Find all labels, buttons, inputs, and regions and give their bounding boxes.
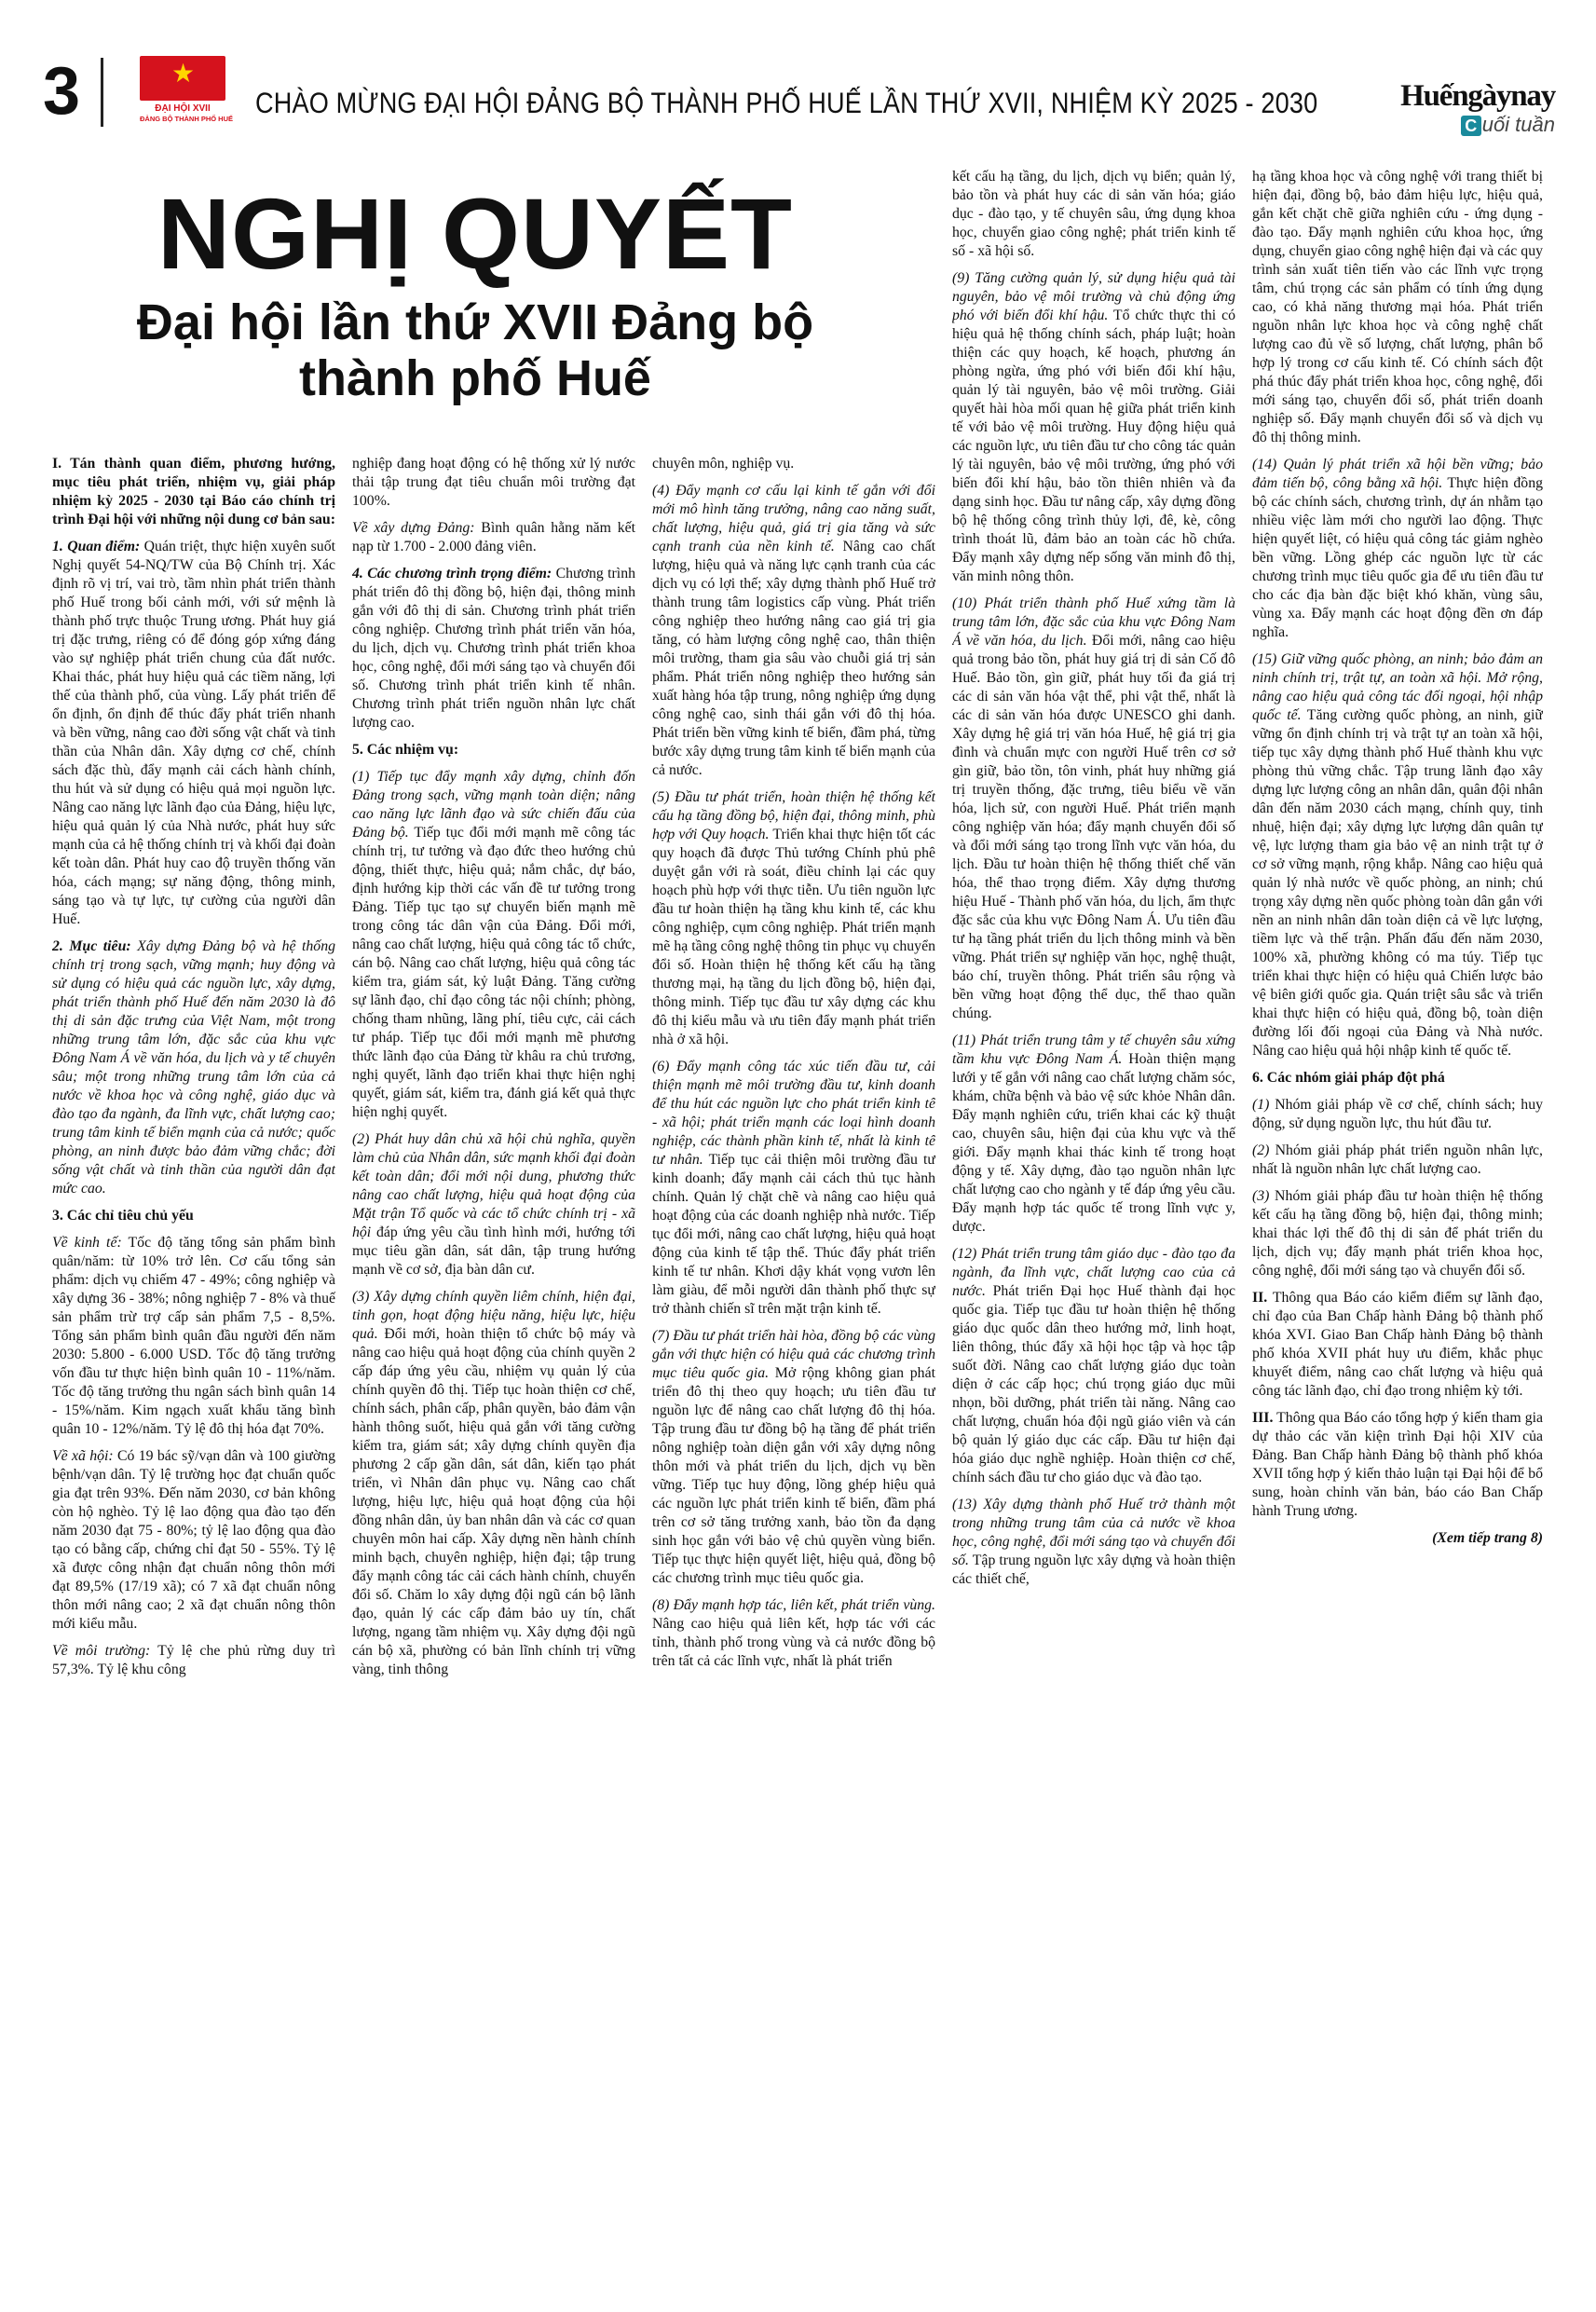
brand-sub-text: uối tuần [1481, 113, 1555, 136]
paragraph [52, 1447, 335, 1634]
section-number: III. [1252, 1410, 1274, 1426]
section-number: II. [1252, 1290, 1268, 1306]
inline-label: Về xã hội: [52, 1448, 114, 1464]
paragraph-text: Thực hiện đồng bộ các chính sách, chương trình, dự án nhằm tạo nhiều việc làm mới cho người lao động. Thực hiện quyết liệt, có hiệu quả công tác giảm nghèo bền vững. Lồng ghép các nguồn lực từ các chương trình mục tiêu quốc gia để ưu tiên đầu tư cho các địa bàn đặc biệt khó khăn, vùng sâu, vùng xa. Đẩy mạnh các hoạt động đền ơn đáp nghĩa. [1252, 475, 1543, 640]
paragraph-text: Xây dựng Đảng bộ và hệ thống chính trị trong sạch, vững mạnh; huy động và sử dụng có hiệu quả các nguồn lực, xây dựng, phát triển thành phố Huế đến năm 2030 là đô thị di sản đặc trưng của Việt Nam, một trong những trung tâm lớn, đặc sắc của khu vực Đông Nam Á về văn hóa, du lịch và y tế chuyên sâu; một trong những trung tâm lớn của cả nước về khoa học và công nghệ, giáo dục và đào tạo đa ngành, đa lĩnh vực, chất lượng cao; trung tâm kinh tế biển mạnh của cả nước; quốc phòng, an ninh được bảo đảm vững chắc; đời sống vật chất và tinh thần của người dân đạt mức cao. [52, 938, 335, 1197]
item-heading: (5) Đầu tư phát triển, hoàn thiện hệ thống kết cấu hạ tầng đồng bộ, hiện đại, thông minh, phù hợp với Quy hoạch. [652, 789, 935, 842]
paragraph-text: Nhóm giải pháp đầu tư hoàn thiện hệ thống kết cấu hạ tầng đồng bộ, hiện đại, thông minh; khai thác lợi thế đô thị di sản để phát triển du lịch, dịch vụ; đẩy mạnh phát triển khoa học, công nghệ, đổi mới sáng tạo và chuyển đổi số. [1252, 1188, 1543, 1279]
subheading: 5. Các nhiệm vụ: [352, 742, 459, 758]
inline-label: Về kinh tế: [52, 1235, 122, 1251]
item-heading: (14) Quản lý phát triển xã hội bền vững; bảo đảm tiến bộ, công bằng xã hội. [1252, 457, 1543, 491]
paragraph-text: Tốc độ tăng tổng sản phẩm bình quân/năm: từ 10% trở lên. Cơ cấu tổng sản phẩm: dịch vụ chiếm 47 - 49%; công nghiệp và xây dựng 36 - 38%; nông nghiệp 7 - 8% và thuế sản phẩm trừ trợ cấp sản phẩm 7,5 - 8,5%. Tổng sản phẩm bình quân đầu người đến năm 2030: 5.800 - 6.000 USD. Tốc độ tăng trưởng vốn đầu tư thực hiện bình quân 10 - 11%/năm. Tốc độ tăng trưởng thu ngân sách bình quân 14 - 15%/năm. Kim ngạch xuất khẩu tăng bình quân 10 - 12%/năm. Tỷ lệ đô thị hóa đạt 70%. [52, 1235, 335, 1437]
item-heading: (15) Giữ vững quốc phòng, an ninh; bảo đảm an ninh chính trị, trật tự, an toàn xã hội. Mở rộng, nâng cao hiệu quả công tác đối ngoại, hội nhập quốc tế. [1252, 651, 1543, 723]
paragraph-text: Tăng cường quốc phòng, an ninh, giữ vững ổn định chính trị và trật tự an toàn xã hội, tiếp tục xây dựng thành phố Huế thành khu vực phòng thủ vững chắc. Tập trung lãnh đạo xây dựng lực lượng công an nhân dân, quân đội nhân dân đến năm 2030 cách mạng, chính quy, tinh nhuệ, hiện đại; xây dựng lực lượng dân quân tự vệ, lực lượng tham gia bảo vệ an ninh trật tự ở cơ sở vững mạnh, rộng khắp. Nâng cao hiệu quả quản lý nhà nước về quốc phòng, an ninh; chú trọng xây dựng nền quốc phòng toàn dân gắn với nền an ninh nhân dân toàn diện cả về lực lượng, tiềm lực và thế trận. Phấn đấu đến năm 2030, 100% xã, phường không có ma túy. Tiếp tục triển khai thực hiện có hiệu quả Chiến lược bảo vệ biên giới quốc gia. Quán triệt sâu sắc và triển khai thực hiện có hiệu quả, đồng bộ, toàn diện đường lối đối ngoại của Đảng và Nhà nước. Nâng cao hiệu quả hội nhập kinh tế quốc tế. [1252, 707, 1543, 1059]
brand-name: Huếngàynay [1400, 79, 1555, 113]
paragraph [1252, 456, 1543, 642]
item-heading: (6) Đẩy mạnh công tác xúc tiến đầu tư, cải thiện mạnh mẽ môi trường đầu tư, kinh doanh để thu hút các nguồn lực cho phát triển kinh tế - xã hội; phát triển mạnh các loại hình doanh nghiệp, các thành phần kinh tế, nhất là kinh tế tư nhân. [652, 1059, 935, 1168]
section-i: I. Tán thành quan điểm, phương hướng, mục tiêu phát triển, nhiệm vụ, giải pháp nhiệm kỳ 2025 - 2030 tại Báo cáo chính trị trình Đại hội với những nội dung cơ bản sau: [52, 456, 335, 527]
item-heading: (11) Phát triển trung tâm y tế chuyên sâu xứng tầm khu vực Đông Nam Á. [952, 1033, 1235, 1067]
article-title: NGHỊ QUYẾT [157, 177, 794, 290]
paragraph [652, 788, 935, 1049]
item-heading: (3) Xây dựng chính quyền liêm chính, hiện đại, tinh gọn, hoạt động hiệu năng, hiệu lực, hiệu quả. [352, 1289, 635, 1342]
paragraph-text: Tiếp tục đổi mới mạnh mẽ công tác chính trị, tư tưởng và đạo đức theo hướng chủ động, thiết thực, hiệu quả; nắm chắc, dự báo, định hướng kịp thời các vấn đề tư tưởng trong Đảng. Tiếp tục tạo sự chuyển biến mạnh mẽ trong công tác dân vận của Đảng. Đổi mới, nâng cao chất lượng, hiệu quả công tác tổ chức, cán bộ. Nâng cao chất lượng, hiệu quả công tác kiểm tra, giám sát, kỷ luật Đảng. Tăng cường sự lãnh đạo, chỉ đạo công tác nội chính; phòng, chống tham nhũng, lãng phí, tiêu cực, cải cách tư pháp. Tiếp tục đổi mới mạnh mẽ phương thức lãnh đạo của Đảng từ khâu ra chủ trương, nghị quyết, lãnh đạo triển khai thực hiện nghị quyết, giám sát, kiểm tra, đánh giá kết quả thực hiện nghị quyết. [352, 825, 635, 1120]
paragraph-text: Nâng cao hiệu quả liên kết, hợp tác với các tỉnh, thành phố trong vùng và cả nước đồng bộ trên tất cả các lĩnh vực, nhất là phát triển [652, 1616, 935, 1669]
item-heading: (8) Đẩy mạnh hợp tác, liên kết, phát triển vùng. [652, 1597, 935, 1613]
page-header [43, 54, 1555, 161]
paragraph [352, 1130, 635, 1279]
paragraph [52, 937, 335, 1198]
item-heading: (1) Tiếp tục đẩy mạnh xây dựng, chỉnh đốn Đảng trong sạch, vững mạnh toàn diện; nâng cao năng lực lãnh đạo và sức chiến đấu của Đảng bộ. [352, 769, 635, 841]
paragraph [1252, 650, 1543, 1060]
header-banner: CHÀO MỪNG ĐẠI HỘI ĐẢNG BỘ THÀNH PHỐ HUẾ LẦN THỨ XVII, NHIỆM KỲ 2025 - 2030 [255, 86, 1318, 119]
paragraph: kết cấu hạ tầng, du lịch, dịch vụ biển; quản lý, bảo tồn và phát huy các di sản văn hóa; giáo dục - đào tạo, y tế chuyên sâu, ứng dụng khoa học, chuyển giao công nghệ; phát triển kinh tế số - xã hội số. [952, 169, 1235, 259]
paragraph [652, 482, 935, 780]
paragraph-text: Có 19 bác sỹ/vạn dân và 100 giường bệnh/vạn dân. Tỷ lệ trường học đạt chuẩn quốc gia đạt trên 93%. Đến năm 2030, cơ bản không còn hộ nghèo. Tỷ lệ lao động qua đào tạo đến năm 2030 đạt 75 - 80%; tỷ lệ lao động qua đào tạo có bằng cấp, chứng chỉ đạt 50 - 55%. Tỷ lệ xã được công nhận đạt chuẩn nông thôn mới đạt 89,5% (17/19 xã); có 7 xã đạt chuẩn nông thôn mới nâng cao; 2 xã đạt chuẩn nông thôn mới kiểu mẫu. [52, 1448, 335, 1632]
subheading: 3. Các chỉ tiêu chủ yếu [52, 1208, 194, 1224]
text-column-3 [652, 455, 935, 2281]
item-heading: (9) Tăng cường quản lý, sử dụng hiệu quả tài nguyên, bảo vệ môi trường và chủ động ứng phó với biến đổi khí hậu. [952, 270, 1235, 323]
paragraph [952, 269, 1235, 586]
paragraph-text: Tỷ lệ che phủ rừng duy trì 57,3%. Tỷ lệ khu công [52, 1643, 335, 1677]
inline-label: 1. Quan điểm: [52, 539, 141, 554]
party-flag-icon [140, 56, 225, 101]
paragraph [952, 1496, 1235, 1589]
article-subtitle: Đại hội lần thứ XVII Đảng bộ thành phố Huế [136, 294, 814, 406]
paragraph [652, 1058, 935, 1319]
paragraph-text: Hoàn thiện mạng lưới y tế gắn với nâng cao chất lượng chăm sóc, khám, chữa bệnh và bảo vệ sức khỏe Nhân dân. Đẩy mạnh nghiên cứu, triển khai các kỹ thuật cao, chuyên sâu, hiện đại của khu vực và thế giới. Đẩy mạnh khai thác kinh tế trong hoạt động y tế. Xây dựng, đào tạo nguồn nhân lực chất lượng cao cho ngành y tế đáp ứng yêu cầu. Đẩy mạnh hợp tác quốc tế trong lĩnh vực y, dược. [952, 1051, 1235, 1235]
inline-label: Về xây dựng Đảng: [352, 520, 475, 536]
item-heading: (13) Xây dựng thành phố Huế trở thành một trong những trung tâm của cả nước về khoa học, công nghệ, đổi mới sáng tạo và chuyển đổi số. [952, 1497, 1235, 1568]
paragraph: chuyên môn, nghiệp vụ. [652, 456, 795, 472]
paragraph-text: Thông qua Báo cáo kiểm điểm sự lãnh đạo, chỉ đạo của Ban Chấp hành Đảng bộ thành phố khóa XVI. Giao Ban Chấp hành Đảng bộ thành phố khóa XVII phát huy ưu điểm, khắc phục khuyết điểm, nâng cao chất lượng và hiệu quả công tác lãnh đạo, chỉ đạo trong nhiệm kỳ tới. [1252, 1290, 1543, 1399]
logo-line1: ĐẠI HỘI XVII [155, 103, 211, 114]
paragraph [52, 538, 335, 929]
paragraph [1252, 1409, 1543, 1521]
paragraph-text: Thông qua Báo cáo tổng hợp ý kiến tham gia dự thảo các văn kiện trình Đại hội XIV của Đảng. Ban Chấp hành Đảng bộ thành phố khóa XVII tổng hợp ý kiến thảo luận tại Đại hội để bổ sung, hoàn chỉnh văn bản, báo cáo Ban Chấp hành Trung ương. [1252, 1410, 1543, 1519]
paragraph [952, 595, 1235, 1023]
paragraph [352, 768, 635, 1122]
item-heading: (2) Phát huy dân chủ xã hội chủ nghĩa, quyền làm chủ của Nhân dân, sức mạnh khối đại đoàn kết toàn dân; đổi mới nội dung, phương thức nâng cao chất lượng, hiệu quả hoạt động của Mặt trận Tổ quốc và các tổ chức chính trị - xã hội [352, 1131, 635, 1240]
paragraph [952, 1032, 1235, 1237]
paragraph-text: Tiếp tục cải thiện môi trường đầu tư kinh doanh; đẩy mạnh cải cách thủ tục hành chính. Quản lý chặt chẽ và nâng cao hiệu quả hoạt động của các doanh nghiệp nhà nước. Tiếp tục đổi mới, nâng cao chất lượng, hiệu quả hoạt động của kinh tế tập thể. Thúc đẩy phát triển kinh tế tư nhân. Khơi dậy khát vọng vươn lên làm giàu, để mỗi người dân thành phố thực sự trở thành chiến sĩ trên mặt trận kinh tế. [652, 1152, 935, 1317]
paragraph-text: Tập trung nguồn lực xây dựng và hoàn thiện các thiết chế, [952, 1553, 1235, 1587]
paragraph: hạ tầng khoa học và công nghệ với trang thiết bị hiện đại, đồng bộ, bảo đảm hiệu lực, hiệu quả, gắn kết chặt chẽ giữa nghiên cứu - ứng dụng - đào tạo. Đẩy mạnh nghiên cứu khoa học, ứng dụng, chuyển giao công nghệ hiện đại và các quy trình sản xuất tiên tiến vào các lĩnh vực trọng tâm, chú trọng các sản phẩm có tính ứng dụng cao, có khả năng thương mại hóa. Phát triển nguồn nhân lực khoa học và công nghệ chất lượng cao đủ về số lượng, chất lượng, phân bổ hợp lý trong cơ cấu kinh tế. Có chính sách đột phá thúc đẩy phát triển khoa học, công nghệ, đổi mới sáng tạo, chuyển đổi số, phát triển doanh nghiệp số. Đẩy mạnh chuyển đổi số và dịch vụ đô thị thông minh. [1252, 169, 1543, 445]
item-number: (1) [1252, 1097, 1270, 1113]
paragraph [652, 1596, 935, 1671]
paragraph [52, 1234, 335, 1439]
paragraph-text: Quán triệt, thực hiện xuyên suốt Nghị quyết 54-NQ/TW của Bộ Chính trị. Xác định rõ vị trí, vai trò, tầm nhìn phát triển thành phố Huế trong bối cảnh mới, với sứ mệnh là thành phố trực thuộc Trung ương. Phát huy giá trị đặc trưng, riêng có để đóng góp xứng đáng vào sự nghiệp phát triển chung của đất nước. Khai thác, phát huy hiệu quả các tiềm năng, lợi thế của thành phố, của vùng. Lấy phát triển để ổn định, ổn định để thúc đẩy phát triển nhanh và bền vững, nâng cao đời sống vật chất và tinh thần của Nhân dân. Xây dựng cơ chế, chính sách đặc thù, đẩy mạnh cải cách hành chính, thu hút và sử dụng có hiệu quả mọi nguồn lực. Nâng cao năng lực lãnh đạo của Đảng, hiệu lực, hiệu quả quản lý của Nhà nước, phát huy sức mạnh của cả hệ thống chính trị và khối đại đoàn kết toàn dân. Phát huy cao độ truyền thống văn hóa, cách mạng; sự năng động, thông minh, sáng tạo và tự lực, tự cường của người dân Huế. [52, 539, 335, 927]
paragraph [352, 1288, 635, 1679]
item-heading: (4) Đẩy mạnh cơ cấu lại kinh tế gắn với đổi mới mô hình tăng trưởng, nâng cao năng suất, chất lượng, hiệu quả, giá trị gia tăng và sức cạnh tranh của nền kinh tế. [652, 483, 935, 554]
paragraph-text: Chương trình phát triển đô thị đồng bộ, hiện đại, thông minh gắn với đô thị di sản. Chương trình phát triển công nghiệp. Chương trình phát triển văn hóa, du lịch, dịch vụ. Chương trình phát triển khoa học, công nghệ, đổi mới sáng tạo và chuyển đổi số. Chương trình phát triển kinh tế nhân. Chương trình phát triển nguồn nhân lực chất lượng cao. [352, 566, 635, 731]
paragraph-text: Đổi mới, hoàn thiện tổ chức bộ máy và nâng cao hiệu quả hoạt động của chính quyền 2 cấp đáp ứng yêu cầu, nhiệm vụ quản lý của chính quyền đô thị. Tiếp tục hoàn thiện cơ chế, chính sách, phân cấp, phân quyền, bảo đảm vận hành thông suốt, hiệu quả gắn với tăng cường kiểm tra, giám sát; xây dựng chính quyền địa phương 2 cấp gần dân, sát dân, kiến tạo phát triển, vì Nhân dân phục vụ. Nâng cao chất lượng, hiệu lực, hiệu quả hoạt động của hội đồng nhân dân, ủy ban nhân dân và các cơ quan chuyên môn hai cấp. Xây dựng nền hành chính minh bạch, chuyên nghiệp, hiện đại; tập trung đẩy mạnh công tác cải cách hành chính, chuyển đổi số. Chăm lo xây dựng đội ngũ cán bộ lãnh đạo, quản lý các cấp đảm bảo uy tín, chất lượng, ngang tầm nhiệm vụ. Xây dựng đội ngũ cán bộ xã, phường có bản lĩnh chính trị vững vàng, tinh thông [352, 1326, 635, 1677]
congress-logo [140, 56, 234, 127]
inline-label: Về môi trường: [52, 1643, 151, 1659]
paragraph-text: Bình quân hằng năm kết nạp từ 1.700 - 2.000 đảng viên. [352, 520, 635, 554]
brand-subtitle [1392, 114, 1555, 136]
star-icon: ★ [171, 58, 196, 89]
page-number: 3 [43, 54, 81, 129]
inline-label: 2. Mục tiêu: [52, 938, 131, 954]
paragraph-text: Nhóm giải pháp phát triển nguồn nhân lực, nhất là nguồn nhân lực chất lượng cao. [1252, 1142, 1543, 1177]
newspaper-brand [1392, 80, 1555, 136]
item-number: (3) [1252, 1188, 1270, 1204]
paragraph [652, 1327, 935, 1588]
subheading: 6. Các nhóm giải pháp đột phá [1252, 1070, 1445, 1086]
paragraph-text: Đổi mới, nâng cao hiệu quả trong bảo tồn, phát huy giá trị di sản Cố đô Huế. Bảo tồn, gìn giữ, phát huy tối đa giá trị các di sản văn hóa vật thể, phi vật thể, nhất là các di sản văn hóa được UNESCO ghi danh. Xây dựng hệ giá trị văn hóa Huế, hệ giá trị gia đình và chuẩn mực con người Huế trên cơ sở gìn giữ, bảo tồn, tôn vinh, phát huy những giá trị truyền thống, đặc trưng, tiêu biểu về văn hóa, lịch sử, con người Huế. Phát triển mạnh công nghiệp văn hóa; đẩy mạnh chuyển đổi số và đổi mới sáng tạo trong lĩnh vực văn hóa, du lịch. Đầu tư hoàn thiện hệ thống thiết chế văn hóa, thể thao trọng điểm. Xây dựng thương hiệu Huế - Thành phố văn hóa, du lịch, ẩm thực đặc sắc của khu vực Đông Nam Á. Ưu tiên đầu tư hạ tầng phát triển du lịch thông minh và bền vững. Phát triển sự nghiệp văn học, nghệ thuật, báo chí, truyền thông. Phát triển sâu rộng và bền vững hoạt động thể dục, thể thao quần chúng. [952, 633, 1235, 1021]
article-title-block [75, 177, 876, 406]
text-column-2 [352, 455, 635, 2281]
paragraph [352, 519, 635, 556]
paragraph-text: Nhóm giải pháp về cơ chế, chính sách; huy động, sử dụng nguồn lực, thu hút đầu tư. [1252, 1097, 1543, 1131]
header-divider [101, 58, 103, 127]
paragraph-text: Nâng cao chất lượng, hiệu quả và năng lực cạnh tranh của các dịch vụ có lợi thế; xây dựng thành phố Huế trở thành trung tâm logistics cấp vùng. Phát triển công nghiệp theo hướng nâng cao giá trị gia tăng, có hàm lượng công nghệ cao, thân thiện môi trường, tham gia sâu vào chuỗi giá trị sản phẩm. Phát triển nông nghiệp theo hướng sản xuất hàng hóa tập trung, nông nghiệp ứng dụng công nghệ cao, sinh thái gắn với đô thị hóa. Phát triển bền vững kinh tế biển, đầm phá, từng bước xây dựng trung tâm kinh tế biển mạnh của cả nước. [652, 539, 935, 778]
item-heading: (7) Đầu tư phát triển hài hòa, đồng bộ các vùng gắn với thực hiện có hiệu quả các chương trình mục tiêu quốc gia. [652, 1328, 935, 1381]
paragraph [52, 1642, 335, 1679]
paragraph [352, 565, 635, 732]
inline-label: 4. Các chương trình trọng điểm: [352, 566, 552, 581]
logo-line2: ĐẢNG BỘ THÀNH PHỐ HUẾ [140, 115, 234, 123]
paragraph [1252, 1187, 1543, 1280]
paragraph-text: Mở rộng không gian phát triển đô thị theo quy hoạch; ưu tiên đầu tư nguồn lực để nâng cao chất lượng đô thị hóa. Tập trung đầu tư đồng bộ hạ tầng để phát triển nông nghiệp toàn diện gắn với xây dựng nông thôn mới và phát triển du lịch, dịch vụ bền vững. Tiếp tục huy động, lồng ghép hiệu quả các nguồn lực phát triển kinh tế biển, đầm phá trên cơ sở tăng trưởng xanh, bảo tồn đa dạng sinh học gắn với bảo vệ chủ quyền vùng biển. Tiếp tục thực hiện quyết liệt, hiệu quả, đồng bộ các chương trình mục tiêu quốc gia. [652, 1365, 935, 1586]
text-column-1 [52, 455, 335, 2281]
paragraph-text: Triển khai thực hiện tốt các quy hoạch đã được Thủ tướng Chính phủ phê duyệt gắn với rà soát, điều chỉnh lại các quy hoạch phù hợp với thực tiễn. Ưu tiên nguồn lực đầu tư hoàn thiện hạ tầng khu kinh tế, các khu công nghiệp, cụm công nghiệp. Phát triển mạnh mẽ hạ tầng công nghệ thông tin phục vụ chuyển đổi số. Hoàn thiện hệ thống kết cấu hạ tầng thương mại, hạ tầng du lịch đồng bộ, hiện đại, thông minh. Tiếp tục đầu tư xây dựng các khu đô thị kiểu mẫu và ưu tiên đẩy mạnh phát triển nhà ở xã hội. [652, 827, 935, 1047]
continued-link[interactable]: (Xem tiếp trang 8) [1432, 1530, 1543, 1546]
paragraph [1252, 1289, 1543, 1401]
paragraph-text: đáp ứng yêu cầu tình hình mới, hướng tới mục tiêu gần dân, sát dân, tập trung hướng mạnh về cơ sở, địa bàn dân cư. [352, 1224, 635, 1278]
paragraph [1252, 1142, 1543, 1179]
brand-c-icon: C [1461, 116, 1481, 136]
paragraph-text: Phát triển Đại học Huế thành đại học quốc gia. Tiếp tục đầu tư hoàn thiện hệ thống giáo dục quốc dân theo hướng mở, linh hoạt, liên thông, thúc đẩy xã hội học tập và học tập suốt đời. Nâng cao chất lượng giáo dục toàn diện ở các cấp học; chú trọng giáo dục mũi nhọn, bồi dưỡng, phát triển tài năng. Nâng cao chất lượng, chuẩn hóa đội ngũ giáo viên và cán bộ quản lý giáo dục các cấp. Đầu tư hiện đại hóa giáo dục nghề nghiệp. Hoàn thiện cơ chế, chính sách đầu tư cho giáo dục và đào tạo. [952, 1283, 1235, 1485]
paragraph-text: Tổ chức thực thi có hiệu quả hệ thống chính sách, pháp luật; hoàn thiện các quy hoạch, kế hoạch, phương án phòng ngừa, ứng phó với biến đổi khí hậu, quản lý tài nguyên, bảo vệ môi trường. Giải quyết hài hòa mối quan hệ giữa phát triển kinh tế với bảo vệ môi trường. Huy động hiệu quả các nguồn lực, ưu tiên đầu tư cho công tác quản lý tài nguyên, bảo vệ môi trường, ứng phó với biến đổi khí hậu, bảo tồn thiên nhiên và đa dạng sinh học. Đầu tư nâng cấp, xây dựng đồng bộ hệ thống công trình thủy lợi, đê, kè, công trình thoát lũ, đảm bảo an toàn các hồ chứa. Đẩy mạnh xây dựng nếp sống văn minh đô thị, văn minh nông thôn. [952, 308, 1235, 584]
paragraph [952, 1245, 1235, 1487]
item-heading: (10) Phát triển thành phố Huế xứng tầm là trung tâm lớn, đặc sắc của khu vực Đông Nam Á về văn hóa, du lịch. [952, 595, 1235, 649]
item-heading: (12) Phát triển trung tâm giáo dục - đào tạo đa ngành, đa lĩnh vực, chất lượng cao của cả nước. [952, 1246, 1235, 1299]
text-column-4 [952, 168, 1235, 2283]
text-column-5 [1252, 168, 1543, 2283]
paragraph [1252, 1096, 1543, 1133]
item-number: (2) [1252, 1142, 1270, 1158]
paragraph: nghiệp đang hoạt động có hệ thống xử lý nước thải tập trung đạt tiêu chuẩn môi trường đạt 100%. [352, 456, 635, 509]
